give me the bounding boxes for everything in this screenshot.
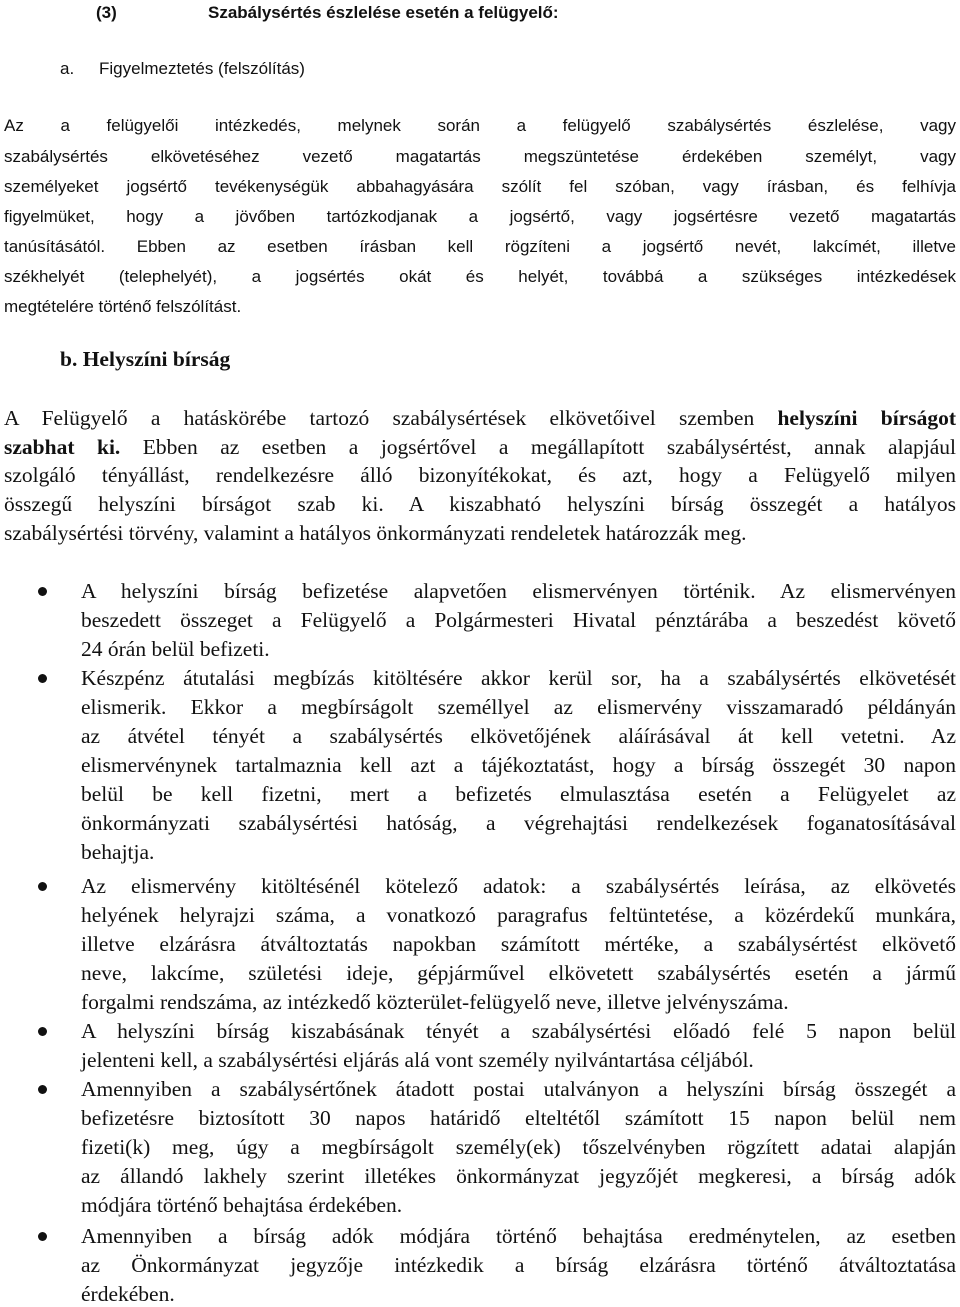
paragraph-line: szabálysértési törvény, valamint a hatályos önkormányzati rendeletek határozzák meg. [4,521,747,545]
bullet-dot [38,587,47,596]
bullet-line: neve, lakcíme, születési ideje, gépjárművel elkövetett szabálysértés esetén a jármű [81,961,956,985]
bullet-line: helyének helyrajzi száma, a vonatkozó paragrafus feltüntetése, a közérdekű munkára, [81,903,956,927]
bullet-line: Amennyiben a bírság adók módjára történő behajtása eredménytelen, az esetben [81,1224,956,1248]
paragraph-line: összegű helyszíni bírságot szab ki. A kiszabható helyszíni bírság összegét a hatályos [4,492,956,516]
paragraph-line: tanúsításától. Ebben az esetben írásban kell rögzíteni a jogsértő nevét, lakcímét, illetve [4,237,956,256]
bullet-line: az átvétel tényét a szabálysértés elkövetőjének aláírásával át kell vetetni. Az [81,724,956,748]
paragraph-line: szabálysértés elkövetéséhez vezető magatartás megszüntetése érdekében személyt, vagy [4,147,956,166]
paragraph-line: személyeket jogsértő tevékenységük abbahagyására szólít fel szóban, vagy írásban, és felhívja [4,177,956,196]
paragraph-line: szolgáló tényállást, rendelkezésre álló bizonyítékokat, és azt, hogy a Felügyelő milyen [4,463,956,487]
bullet-line: az állandó lakhely szerint illetékes önkormányzat jegyzőjét megkeresi, a bírság adók [81,1164,956,1188]
section-number: (3) [96,3,117,22]
paragraph-line: megtételére történő felszólítást. [4,297,242,316]
bullet-line: beszedett összeget a Felügyelő a Polgármesteri Hivatal pénztárába a beszedést követő [81,608,956,632]
subsection-a-title: Figyelmeztetés (felszólítás) [99,59,305,78]
bullet-line: A helyszíni bírság kiszabásának tényét a szabálysértési előadó felé 5 napon belül [81,1019,956,1043]
bullet-line: az Önkormányzat jegyzője intézkedik a bírság elzárásra történő átváltoztatása [81,1253,956,1277]
paragraph-line: Az a felügyelői intézkedés, melynek során a felügyelő szabálysértés észlelése, vagy [4,116,956,135]
paragraph-emphasis: helyszíni bírságot [777,406,956,430]
subsection-b-title: b. Helyszíni bírság [60,347,231,371]
paragraph-text: A Felügyelő a hatáskörébe tartozó szabálysértések elkövetőivel szemben [4,406,755,430]
bullet-line: érdekében. [81,1282,175,1306]
bullet-dot [38,1085,47,1094]
subsection-a-marker: a. [60,59,75,78]
bullet-line: Amennyiben a szabálysértőnek átadott postai utalványon a helyszíni bírság összegét a [81,1077,956,1101]
bullet-line: behajtja. [81,840,155,864]
bullet-dot [38,1232,47,1241]
bullet-line: illetve elzárásra átváltoztatás napokban számított mértéke, a szabálysértést elkövető [81,932,956,956]
paragraph-line: figyelmüket, hogy a jövőben tartózkodjanak a jogsértő, vagy jogsértésre vezető magatartás [4,207,956,226]
bullet-line: forgalmi rendszáma, az intézkedő közterület-felügyelő neve, illetve jelvényszáma. [81,990,789,1014]
bullet-dot [38,674,47,683]
bullet-line: önkormányzati szabálysértési hatóság, a végrehajtási rendelkezések foganatosításával [81,811,956,835]
bullet-line: módjára történő behajtása érdekében. [81,1193,403,1217]
paragraph-line [4,437,956,459]
bullet-line: befizetésre biztosított 30 napos határidő elteltétől számított 15 napon belül nem [81,1106,956,1130]
bullet-line: 24 órán belül befizeti. [81,637,270,661]
bullet-line: jelenteni kell, a szabálysértési eljárás alá vont személy nyilvántartása céljából. [81,1048,754,1072]
bullet-line: Az elismervény kitöltésénél kötelező adatok: a szabálysértés leírása, az elkövetés [81,874,956,898]
bullet-line: elismerik. Ekkor a megbírságolt személlyel az elismervény visszamaradó példányán [81,695,956,719]
paragraph-line: székhelyét (telephelyét), a jogsértés okát és helyét, továbbá a szükséges intézkedések [4,267,956,286]
paragraph-emphasis: szabhat ki. [4,435,121,459]
bullet-line: Készpénz átutalási megbízás kitöltésére akkor kerül sor, ha a szabálysértés elkövetését [81,666,956,690]
bullet-line: A helyszíni bírság befizetése alapvetően elismervényen történik. Az elismervényen [81,579,956,603]
bullet-line: belül be kell fizetni, mert a befizetés elmulasztása esetén a Felügyelet az [81,782,956,806]
bullet-line: fizeti(k) meg, úgy a megbírságolt személy(ek) tőszelvényben rögzített adatai alapján [81,1135,956,1159]
bullet-dot [38,1027,47,1036]
paragraph-line [4,408,956,430]
bullet-dot [38,882,47,891]
bullet-line: elismervénynek tartalmaznia kell azt a tájékoztatást, hogy a bírság összegét 30 napon [81,753,956,777]
paragraph-text: Ebben az esetben a jogsértővel a megállapított szabálysértést, annak alapjául [142,435,956,459]
section-title: Szabálysértés észlelése esetén a felügyelő: [208,3,559,22]
